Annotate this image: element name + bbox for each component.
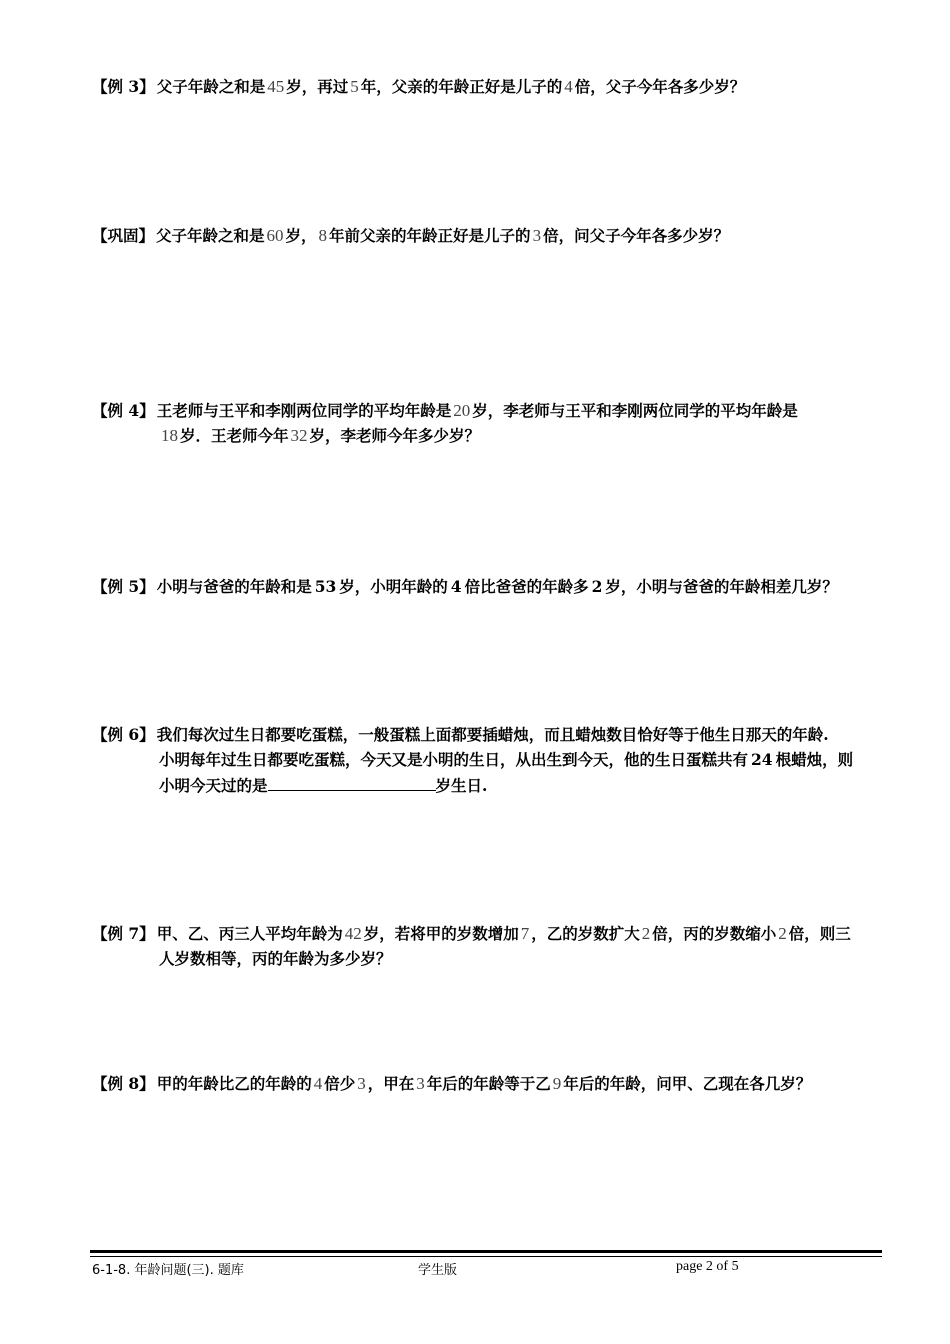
footer-page-number: page 2 of 5: [676, 1259, 739, 1274]
problem-number: 3: [532, 226, 542, 245]
problem-text: 父子年龄之和是: [156, 226, 265, 245]
problem-example-4: [92, 398, 884, 448]
problem-text: 倍，丙的岁数缩小: [652, 924, 777, 943]
problem-number: 3: [357, 1074, 366, 1093]
problem-text: 甲的年龄比乙的年龄的: [156, 1074, 312, 1093]
problem-text: 倍，则三: [788, 924, 851, 943]
problem-number: 45: [267, 77, 285, 96]
problem-text: ，甲在: [367, 1074, 415, 1093]
problem-label: 【例 7】: [92, 924, 155, 943]
problem-number: 24: [751, 750, 773, 769]
problem-text: 王老师与王平和李刚两位同学的平均年龄是: [156, 401, 452, 420]
problem-consolidation: [92, 223, 884, 248]
problem-number: 60: [266, 226, 284, 245]
problem-number: 2: [778, 924, 787, 943]
problem-label: 【例 5】: [92, 577, 155, 596]
problem-number: 9: [552, 1074, 562, 1093]
problem-text: ，乙的岁数扩大: [531, 924, 640, 943]
problem-number: 42: [344, 924, 362, 943]
problem-example-6: [92, 722, 884, 798]
problem-text: 人岁数相等，丙的年龄为多少岁？: [159, 949, 392, 968]
problem-text: 岁，再过: [286, 77, 349, 96]
footer-rule-thick: [90, 1250, 882, 1253]
problem-number: 4: [564, 77, 573, 96]
problem-text: 倍，父子今年各多少岁？: [574, 77, 746, 96]
problem-text: 小明每年过生日都要吃蛋糕，今天又是小明的生日，从出生到今天，他的生日蛋糕共有: [159, 750, 749, 769]
problem-label: 【巩固】: [92, 226, 155, 245]
problem-number: 18: [161, 426, 178, 445]
problem-number: 8: [318, 226, 328, 245]
problem-number: 2: [641, 924, 651, 943]
problem-number: 4: [313, 1074, 323, 1093]
problem-text: 岁，若将甲的岁数增加: [363, 924, 519, 943]
problem-text: 岁，: [285, 226, 317, 245]
problem-text: 年后的年龄，问甲、乙现在各几岁？: [563, 1074, 812, 1093]
problem-text: 岁，小明与爸爸的年龄相差几岁？: [605, 577, 838, 596]
problem-label: 【例 3】: [92, 77, 155, 96]
problem-label: 【例 8】: [92, 1074, 155, 1093]
problem-example-5: [92, 574, 884, 599]
problem-text: 岁，小明年龄的: [339, 577, 448, 596]
answer-blank[interactable]: [268, 772, 436, 791]
problem-number: 4: [450, 577, 462, 596]
problem-number: 3: [416, 1074, 425, 1093]
footer-edition: 学生版: [418, 1263, 458, 1278]
problem-text: 倍少: [324, 1074, 356, 1093]
problem-number: 7: [520, 924, 530, 943]
problem-text: 岁生日.: [435, 776, 488, 795]
problem-label: 【例 6】: [92, 725, 155, 744]
problem-text: 岁，李老师今年多少岁？: [309, 426, 481, 445]
footer-rule-thin: [90, 1256, 882, 1257]
problem-text: 倍比爸爸的年龄多: [464, 577, 589, 596]
problem-text: 年前父亲的年龄正好是儿子的: [329, 226, 531, 245]
problem-example-8: [92, 1071, 884, 1096]
problem-text: 倍，问父子今年各多少岁？: [543, 226, 730, 245]
problem-text: 我们每次过生日都要吃蛋糕，一般蛋糕上面都要插蜡烛，而且蜡烛数目恰好等于他生日那天的年龄.: [156, 725, 829, 744]
problem-text: 年，父亲的年龄正好是儿子的: [360, 77, 563, 96]
problem-text: 年后的年龄等于乙: [426, 1074, 551, 1093]
problem-number: 20: [453, 401, 471, 420]
footer-document-title: 6-1-8. 年龄问题(三). 题库: [92, 1263, 244, 1278]
problem-number: 5: [350, 77, 359, 96]
problem-example-3: [92, 74, 884, 99]
problem-text: 小明今天过的是: [159, 776, 268, 795]
problem-number: 32: [290, 426, 308, 445]
problem-text: 根蜡烛，则: [775, 750, 854, 769]
problem-text: 甲、乙、丙三人平均年龄为: [156, 924, 343, 943]
problem-number: 2: [591, 577, 603, 596]
problem-text: 岁，李老师与王平和李刚两位同学的平均年龄是: [472, 401, 798, 420]
problem-text: 岁．王老师今年: [180, 426, 289, 445]
problem-number: 53: [314, 577, 337, 596]
problem-example-7: [92, 921, 884, 971]
problem-text: 父子年龄之和是: [156, 77, 266, 96]
problem-text: 小明与爸爸的年龄和是: [156, 577, 312, 596]
problem-label: 【例 4】: [92, 401, 155, 420]
